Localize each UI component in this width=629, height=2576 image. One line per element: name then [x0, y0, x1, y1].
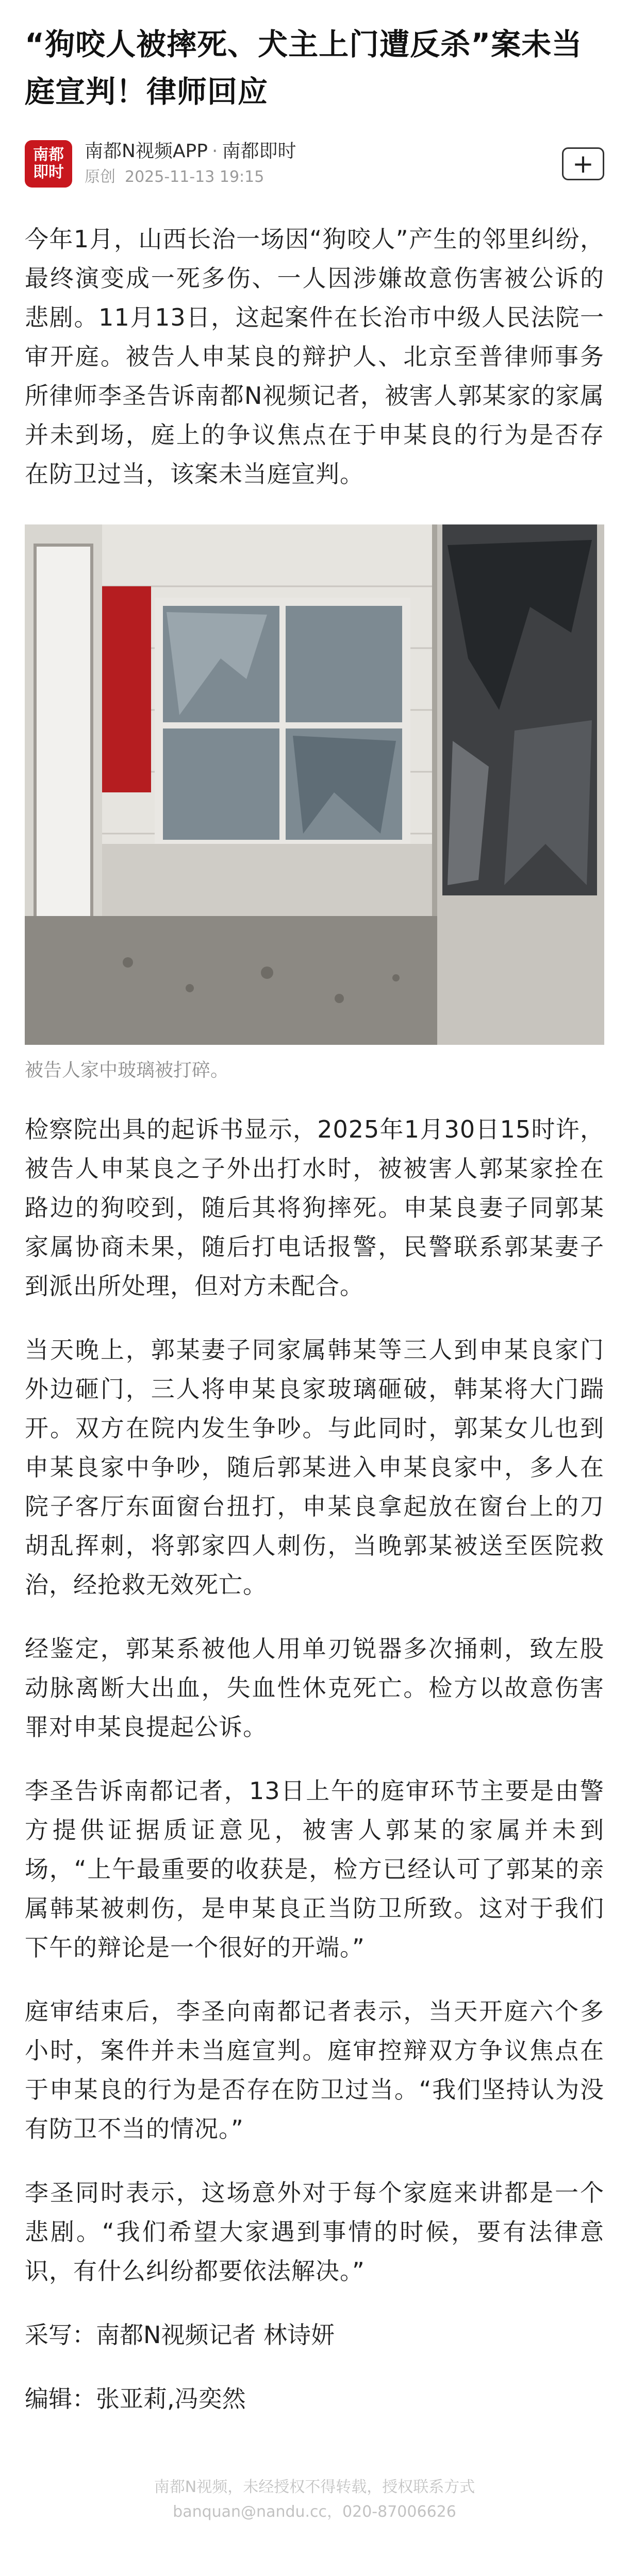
publish-time: 2025-11-13 19:15: [125, 168, 264, 186]
paragraph-incident: 当天晚上，郭某妻子同家属韩某等三人到申某良家门外边砸门，三人将申某良家玻璃砸破，韩某将大门踹开。双方在院内发生争吵。与此同时，郭某女儿也到申某良家中争吵，随后郭某进入申某良家中，多人在院子客厅东面窗台扭打，申某良拿起放在窗台上的刀胡乱挥刺，将郭家四人刺伤，当晚郭某被送至医院救治，经抢救无效死亡。: [25, 1336, 604, 1599]
follow-button[interactable]: [562, 147, 604, 180]
separator-dot: ·: [211, 141, 218, 162]
plus-icon: +: [572, 149, 594, 179]
avatar-text-top: 南都: [33, 146, 64, 164]
article-photo: [25, 524, 604, 1045]
photo-caption: 被告人家中玻璃被打碎。: [25, 1060, 229, 1081]
avatar-text-bottom: 即时: [33, 163, 64, 181]
paragraph-lawyer-quote: 李圣告诉南都记者，13日上午的庭审环节主要是由警方提供证据质证意见，被害人郭某的家属并未到场，“上午最重要的收获是，检方已经认可了郭某的亲属韩某被刺伤，是申某良正当防卫所致。这对于我们下午的辩论是一个很好的开端。”: [25, 1777, 604, 1961]
photo-wall-base: [102, 844, 432, 916]
paragraph-indictment: 检察院出具的起诉书显示，2025年1月30日15时许，被告人申某良之子外出打水时，被被害人郭某家拴在路边的狗咬到，随后其将狗摔死。申某良妻子同郭某家属协商未果，随后打电话报警，民警联系郭某妻子到派出所处理，但对方未配合。: [25, 1115, 604, 1300]
paragraph-forensics: 经鉴定，郭某系被他人用单刃锐器多次捅刺，致左股动脉离断大出血，失血性休克死亡。检方以故意伤害罪对申某良提起公诉。: [25, 1635, 604, 1741]
paragraph-closing: 李圣同时表示，这场意外对于每个家庭来讲都是一个悲剧。“我们希望大家遇到事情的时候，要有法律意识，有什么纠纷都要依法解决。”: [25, 2179, 604, 2285]
author-line: [85, 139, 562, 164]
paragraph-intro: 今年1月，山西长治一场因“狗咬人”产生的邻里纠纷，最终演变成一死多伤、一人因涉嫌故意伤害被公诉的悲剧。11月13日，这起案件在长治市中级人民法院一审开庭。被告人申某良的辩护人、北京至普律师事务所律师李圣告诉南都N视频记者，被害人郭某家的家属并未到场，庭上的争议焦点在于申某良的行为是否存在防卫过当，该案未当庭宣判。: [25, 225, 604, 488]
account-name[interactable]: 南都即时: [222, 141, 296, 162]
author-row: [0, 115, 629, 190]
article-title: “狗咬人被摔死、犬主上门遭反杀”案未当庭宣判！律师回应: [25, 27, 583, 109]
meta-line: [85, 166, 562, 189]
source-app[interactable]: 南都N视频APP: [85, 141, 208, 162]
reporter-credit: 采写：南都N视频记者 林诗妍: [25, 2321, 335, 2349]
avatar[interactable]: [25, 140, 72, 188]
photo-door-frame: [35, 545, 92, 968]
author-meta: [85, 139, 562, 189]
paragraph-trial-end: 庭审结束后，李圣向南都记者表示，当天开庭六个多小时，案件并未当庭宣判。庭审控辩双方争议焦点在于申某良的行为是否存在防卫过当。“我们坚持认为没有防卫不当的情况。”: [25, 1997, 604, 2143]
photo-red-board: [102, 586, 151, 792]
copyright-line: 南都N视频，未经授权不得转载，授权联系方式: [154, 2478, 475, 2496]
original-tag: 原创: [85, 168, 115, 186]
editor-credit: 编辑：张亚莉,冯奕然: [25, 2385, 246, 2413]
copyright-contact: banquan@nandu.cc，020-87006626: [173, 2503, 456, 2521]
copyright-footer: [0, 2475, 629, 2524]
article-photo-container: [25, 524, 604, 1045]
